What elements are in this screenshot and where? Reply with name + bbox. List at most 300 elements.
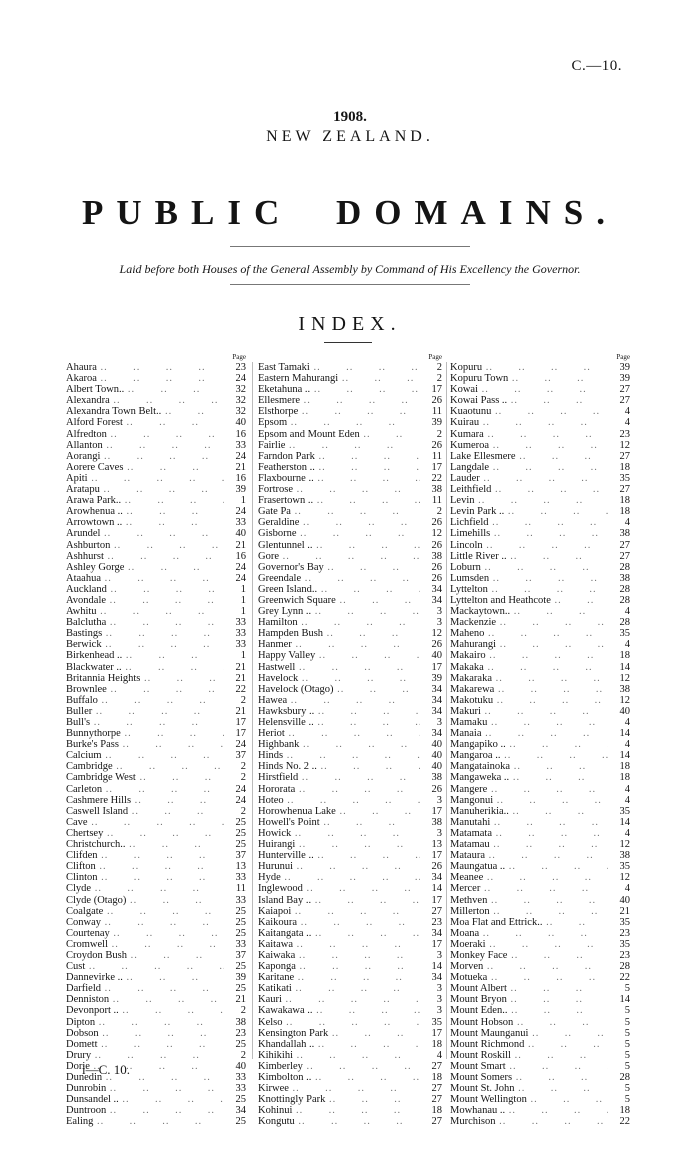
index-entry (450, 839, 630, 850)
index-entry-name: Green Island.. .. (258, 584, 420, 595)
index-entry (450, 462, 630, 473)
index-entry (258, 928, 442, 939)
index-entry-page: 14 (619, 994, 630, 1006)
index-entry-name: Buffalo .. (66, 695, 224, 706)
index-entry (258, 540, 442, 551)
index-entry (450, 983, 630, 994)
index-entry (66, 895, 246, 906)
index-entry-name: Hinds No. 2 .. .. (258, 761, 420, 772)
index-entry (66, 784, 246, 795)
index-entry-page: 17 (431, 850, 442, 862)
index-column-3 (450, 352, 630, 1127)
index-entry-page: 25 (235, 816, 246, 828)
index-entry (450, 650, 630, 661)
index-entry-page: 4 (624, 517, 630, 529)
index-entry-page: 40 (431, 739, 442, 751)
index-entry-name: Burke's Pass .. (66, 739, 224, 750)
index-entry-name: Kimberley .. (258, 1061, 420, 1072)
index-entry-name: Hoteo .. (258, 795, 420, 806)
index-entry (66, 950, 246, 961)
index-entry-page: 33 (235, 1072, 246, 1083)
index-entry (450, 562, 630, 573)
index-entry (258, 473, 442, 484)
index-entry-name: Ashhurst .. (66, 551, 224, 562)
index-entry-name: Mount Maunganui .. (450, 1028, 608, 1039)
index-entry (258, 861, 442, 872)
index-entry-page: 37 (235, 850, 246, 862)
index-entry (258, 628, 442, 639)
index-entry-page: 4 (624, 717, 630, 728)
index-entry-page: 38 (431, 772, 442, 784)
index-entry (258, 662, 442, 673)
index-entry (258, 1083, 442, 1094)
index-entry-name: Monkey Face .. (450, 950, 608, 961)
country-heading: NEW ZEALAND. (266, 128, 434, 145)
index-entry (258, 373, 442, 384)
index-entry-page: 18 (619, 650, 630, 662)
index-entry (258, 606, 442, 617)
index-entry-page: 22 (235, 683, 246, 695)
index-entry-page: 27 (619, 484, 630, 496)
index-entry-name: Kaitawa .. (258, 939, 420, 950)
index-entry (450, 972, 630, 983)
index-entry-name: Kauri .. (258, 994, 420, 1005)
index-entry (258, 1061, 442, 1072)
index-entry-name: Farndon Park .. (258, 451, 420, 462)
index-entry-name: Caswell Island .. (66, 806, 224, 817)
index-entry-name: Knottingly Park .. (258, 1094, 420, 1105)
index-entry-page: 18 (619, 495, 630, 507)
index-entry-name: Kumeroa .. (450, 440, 608, 451)
index-entry-page: 11 (431, 406, 442, 418)
index-entry-name: Mahurangi .. (450, 639, 608, 650)
index-entry-page: 24 (235, 739, 246, 751)
index-entry-name: Governor's Bay .. (258, 562, 420, 573)
index-entry-page: 18 (431, 1038, 442, 1050)
column-divider (446, 362, 447, 1059)
index-entry-name: Manaia .. (450, 728, 608, 739)
index-entry-name: Hampden Bush .. (258, 628, 420, 639)
index-entry-page: 40 (431, 750, 442, 762)
index-entry-page: 4 (624, 406, 630, 418)
divider (230, 284, 470, 285)
index-entry (258, 1094, 442, 1105)
index-entry-name: Hirstfield .. (258, 772, 420, 783)
index-entry-name: Kohinui .. (258, 1105, 420, 1116)
index-entry (258, 528, 442, 539)
index-entry-name: Eketahuna .. .. (258, 384, 420, 395)
index-entry-page: 35 (619, 916, 630, 928)
index-entry-name: Kaiwaka .. (258, 950, 420, 961)
index-entry-page: 2 (240, 1005, 246, 1017)
index-entry-name: Morven .. (450, 961, 608, 972)
index-entry-page: 18 (619, 461, 630, 473)
index-entry-page: 5 (624, 1016, 630, 1028)
index-entry-page: 38 (431, 816, 442, 828)
index-entry (450, 1017, 630, 1028)
index-entry-page: 26 (431, 783, 442, 795)
index-entry-name: Mount Wellington .. (450, 1094, 608, 1105)
index-entry-page: 27 (431, 1094, 442, 1106)
index-entry-page: 14 (431, 883, 442, 895)
index-entry-page: 37 (235, 750, 246, 762)
index-entry-page: 33 (235, 894, 246, 906)
index-entry-page: 38 (619, 850, 630, 862)
index-entry-page: 39 (619, 373, 630, 385)
index-entry-name: Aorere Caves .. (66, 462, 224, 473)
index-entry-page: 13 (431, 839, 442, 851)
index-entry (66, 473, 246, 484)
index-entry (66, 972, 246, 983)
index-entry (258, 462, 442, 473)
index-entry-page: 22 (431, 472, 442, 484)
index-entry (258, 839, 442, 850)
index-entry-page: 5 (624, 1005, 630, 1017)
index-entry-page: 2 (240, 1049, 246, 1061)
index-entry-page: 38 (619, 572, 630, 584)
index-entry-page: 38 (235, 1016, 246, 1028)
index-entry-name: Glentunnel .. .. (258, 540, 420, 551)
index-entry-name: Kaikoura .. (258, 917, 420, 928)
index-entry-page: 39 (431, 417, 442, 429)
index-entry (450, 662, 630, 673)
index-entry (450, 717, 630, 728)
index-entry-page: 27 (619, 539, 630, 551)
index-entry-name: Croydon Bush .. (66, 950, 224, 961)
index-entry-name: Methven .. (450, 895, 608, 906)
index-entry-name: Horowhenua Lake .. (258, 806, 420, 817)
index-entry (258, 872, 442, 883)
index-entry-name: Howell's Point .. (258, 817, 420, 828)
index-entry (66, 406, 246, 417)
document-year: 1908. (333, 109, 367, 125)
index-entry (66, 795, 246, 806)
index-entry (66, 706, 246, 717)
index-entry (66, 551, 246, 562)
index-entry-name: Arrowtown .. .. (66, 517, 224, 528)
index-entry (66, 639, 246, 650)
index-entry (450, 806, 630, 817)
index-entry-page: 5 (624, 1094, 630, 1106)
index-entry (258, 906, 442, 917)
index-entry (450, 617, 630, 628)
index-entry (66, 850, 246, 861)
index-entry-name: Mackenzie .. (450, 617, 608, 628)
index-entry-name: Clifton .. (66, 861, 224, 872)
index-entry (450, 517, 630, 528)
index-entry-name: Mercer .. (450, 883, 608, 894)
index-entry-page: 34 (431, 927, 442, 939)
index-entry-page: 26 (431, 572, 442, 584)
index-entry-page: 3 (436, 794, 442, 806)
index-entry (450, 429, 630, 440)
index-entry-name: Denniston .. (66, 994, 224, 1005)
index-entry (66, 1039, 246, 1050)
index-entry (66, 939, 246, 950)
index-entry-page: 4 (624, 794, 630, 806)
index-entry-name: Kuirau .. (450, 417, 608, 428)
index-entry-page: 1 (240, 606, 246, 618)
index-entry (258, 650, 442, 661)
index-entry-page: 40 (235, 528, 246, 540)
index-entry-page: 27 (619, 384, 630, 396)
index-entry-page: 24 (235, 506, 246, 518)
index-entry-name: Dobson .. (66, 1028, 224, 1039)
index-entry (258, 761, 442, 772)
index-entry-name: Greendale .. (258, 573, 420, 584)
index-entry (258, 772, 442, 783)
index-entry-name: Island Bay .. .. (258, 895, 420, 906)
index-entry-page: 26 (431, 561, 442, 573)
index-entry-page: 5 (624, 1083, 630, 1095)
index-entry-page: 14 (619, 661, 630, 673)
index-entry-name: Awhitu .. (66, 606, 224, 617)
index-entry-page: 38 (431, 484, 442, 496)
index-entry (450, 406, 630, 417)
index-entry (450, 883, 630, 894)
index-entry-page: 38 (619, 528, 630, 540)
index-entry-page: 3 (436, 617, 442, 629)
index-entry (450, 706, 630, 717)
index-entry-name: Huirangi .. (258, 839, 420, 850)
index-entry-name: Heriot .. (258, 728, 420, 739)
index-entry-page: 25 (235, 905, 246, 917)
index-entry-name: Dorie .. (66, 1061, 224, 1072)
index-entry-name: Hanmer .. (258, 639, 420, 650)
index-entry-page: 26 (431, 395, 442, 407)
index-entry-name: Kaiapoi .. (258, 906, 420, 917)
index-entry (450, 573, 630, 584)
index-entry-name: Howick .. (258, 828, 420, 839)
divider (324, 342, 372, 343)
index-entry-page: 34 (431, 705, 442, 717)
index-entry-page: 4 (436, 1049, 442, 1061)
index-entry-page: 21 (235, 539, 246, 551)
index-entry-name: Clifden .. (66, 850, 224, 861)
index-entry (258, 1105, 442, 1116)
index-entry-page: 34 (235, 1105, 246, 1117)
index-entry-name: Mackaytown.. .. (450, 606, 608, 617)
index-entry (258, 961, 442, 972)
index-entry-name: Lichfield .. (450, 517, 608, 528)
index-entry-name: Makotuku .. (450, 695, 608, 706)
index-entry-page: 4 (624, 783, 630, 795)
index-entry (450, 1072, 630, 1083)
index-entry-name: Fairlie .. (258, 440, 420, 451)
index-entry (66, 573, 246, 584)
index-entry-page: 25 (235, 1094, 246, 1106)
index-entry (450, 451, 630, 462)
index-entry-page: 28 (619, 1072, 630, 1083)
index-entry-name: Featherston .. .. (258, 462, 420, 473)
index-entry-name: Mount Eden.. .. (450, 1005, 608, 1016)
index-entry-name: Alford Forest .. (66, 417, 224, 428)
index-entry (450, 384, 630, 395)
index-entry-name: Allanton .. (66, 440, 224, 451)
index-entry-page: 34 (431, 972, 442, 984)
index-entry (258, 440, 442, 451)
index-entry-name: Apiti .. (66, 473, 224, 484)
index-entry-name: Mamaku .. (450, 717, 608, 728)
index-entry (258, 1039, 442, 1050)
index-entry (450, 772, 630, 783)
index-entry (258, 395, 442, 406)
index-entry-name: Arowhenua .. .. (66, 506, 224, 517)
index-entry (66, 528, 246, 539)
index-entry-page: 23 (431, 916, 442, 928)
index-entry-name: Maheno .. (450, 628, 608, 639)
index-entry (450, 961, 630, 972)
index-entry-page: 21 (235, 994, 246, 1006)
index-entry-name: Cashmere Hills .. (66, 795, 224, 806)
index-entry-page: 14 (619, 750, 630, 762)
index-entry (450, 551, 630, 562)
index-entry (66, 1105, 246, 1116)
index-entry-page: 3 (436, 983, 442, 995)
index-entry-name: Alexandra Town Belt.. .. (66, 406, 224, 417)
index-entry-page: 22 (619, 1116, 630, 1128)
index-entry-name: Dunrobin .. (66, 1083, 224, 1094)
index-entry-page: 2 (240, 761, 246, 773)
index-entry (258, 817, 442, 828)
index-entry-page: 21 (235, 672, 246, 684)
index-entry (450, 695, 630, 706)
index-entry-name: Hororata .. (258, 784, 420, 795)
index-entry (450, 673, 630, 684)
index-entry-page: 25 (235, 916, 246, 928)
index-entry (258, 639, 442, 650)
index-entry-name: Arawa Park.. .. (66, 495, 224, 506)
index-entry-page: 1 (240, 583, 246, 595)
index-entry-name: Manutahi .. (450, 817, 608, 828)
index-entry-name: Dunsandel .. .. (66, 1094, 224, 1105)
index-entry (66, 495, 246, 506)
index-entry-page: 17 (431, 938, 442, 950)
index-entry (258, 917, 442, 928)
index-entry (66, 928, 246, 939)
index-entry-name: Mount Richmond .. (450, 1039, 608, 1050)
index-entry (450, 872, 630, 883)
index-entry (450, 584, 630, 595)
index-entry-name: Mangaweka .. .. (450, 772, 608, 783)
index-entry-name: Hinds .. (258, 750, 420, 761)
index-entry-page: 17 (235, 717, 246, 728)
index-entry-name: Alexandra .. (66, 395, 224, 406)
index-entry-page: 35 (619, 938, 630, 950)
index-entry (66, 872, 246, 883)
index-entry-name: Ashburton .. (66, 540, 224, 551)
index-entry (450, 1083, 630, 1094)
index-entry-name: Ataahua .. (66, 573, 224, 584)
index-entry-page: 18 (619, 761, 630, 773)
index-entry (66, 362, 246, 373)
index-entry-name: Makaraka .. (450, 673, 608, 684)
index-entry-page: 34 (431, 683, 442, 695)
index-entry-name: Blackwater .. .. (66, 662, 224, 673)
index-entry (66, 440, 246, 451)
index-entry-page: 23 (619, 428, 630, 440)
index-entry-name: Mangonui .. (450, 795, 608, 806)
index-entry-page: 35 (619, 472, 630, 484)
index-entry-page: 14 (619, 728, 630, 740)
index-entry (450, 817, 630, 828)
index-entry-page: 5 (624, 983, 630, 995)
index-entry-name: Courtenay .. (66, 928, 224, 939)
index-entry-name: Frasertown .. .. (258, 495, 420, 506)
index-entry-page: 35 (619, 861, 630, 873)
index-entry-page: 27 (431, 1116, 442, 1128)
index-entry (258, 1072, 442, 1083)
index-entry (450, 828, 630, 839)
index-entry (66, 540, 246, 551)
index-entry-page: 21 (235, 661, 246, 673)
index-entry (450, 540, 630, 551)
index-entry-name: Kopuru Town .. (450, 373, 608, 384)
index-entry (450, 761, 630, 772)
index-entry-page: 18 (431, 1072, 442, 1083)
index-entry-page: 11 (235, 883, 246, 895)
index-entry-page: 17 (431, 1027, 442, 1039)
index-entry-name: Elsthorpe .. (258, 406, 420, 417)
index-entry-name: Meanee .. (450, 872, 608, 883)
index-entry-name: Britannia Heights .. (66, 673, 224, 684)
index-entry-name: Hamilton .. (258, 617, 420, 628)
index-entry (450, 639, 630, 650)
index-entry-page: 4 (624, 827, 630, 839)
index-entry (258, 362, 442, 373)
index-entry-name: Kaponga .. (258, 961, 420, 972)
index-entry-page: 33 (235, 938, 246, 950)
index-entry-name: Devonport .. .. (66, 1005, 224, 1016)
index-entry-name: Kensington Park .. (258, 1028, 420, 1039)
index-entry-page: 39 (431, 672, 442, 684)
index-entry-page: 3 (436, 717, 442, 728)
index-entry-name: Mangere .. (450, 784, 608, 795)
index-entry-page: 25 (235, 839, 246, 851)
index-entry-page: 17 (431, 461, 442, 473)
index-entry (450, 362, 630, 373)
index-entry (66, 451, 246, 462)
index-entry (66, 961, 246, 972)
index-entry-name: Havelock (Otago) .. (258, 684, 420, 695)
index-entry (66, 606, 246, 617)
index-entry-name: Gore .. (258, 551, 420, 562)
index-entry-page: 26 (431, 639, 442, 651)
index-entry (258, 784, 442, 795)
index-entry-name: Clinton .. (66, 872, 224, 883)
index-title: INDEX. (298, 313, 402, 335)
index-entry-page: 21 (235, 461, 246, 473)
index-entry-page: 18 (431, 1105, 442, 1117)
index-entry (66, 595, 246, 606)
index-entry-name: Arundel .. (66, 528, 224, 539)
index-entry (258, 828, 442, 839)
index-entry-name: Dipton .. (66, 1017, 224, 1028)
index-entry (450, 395, 630, 406)
index-entry (258, 673, 442, 684)
index-entry-page: 14 (431, 961, 442, 973)
index-entry-name: Makairo .. (450, 650, 608, 661)
index-entry-name: Ealing .. (66, 1116, 224, 1127)
index-entry (450, 895, 630, 906)
index-entry-name: Clyde (Otago) .. (66, 895, 224, 906)
index-entry-name: Manuherikia.. .. (450, 806, 608, 817)
index-entry (258, 806, 442, 817)
index-entry-page: 12 (431, 528, 442, 540)
index-entry (450, 1050, 630, 1061)
index-entry-page: 25 (235, 1116, 246, 1128)
index-entry-name: Bastings .. (66, 628, 224, 639)
